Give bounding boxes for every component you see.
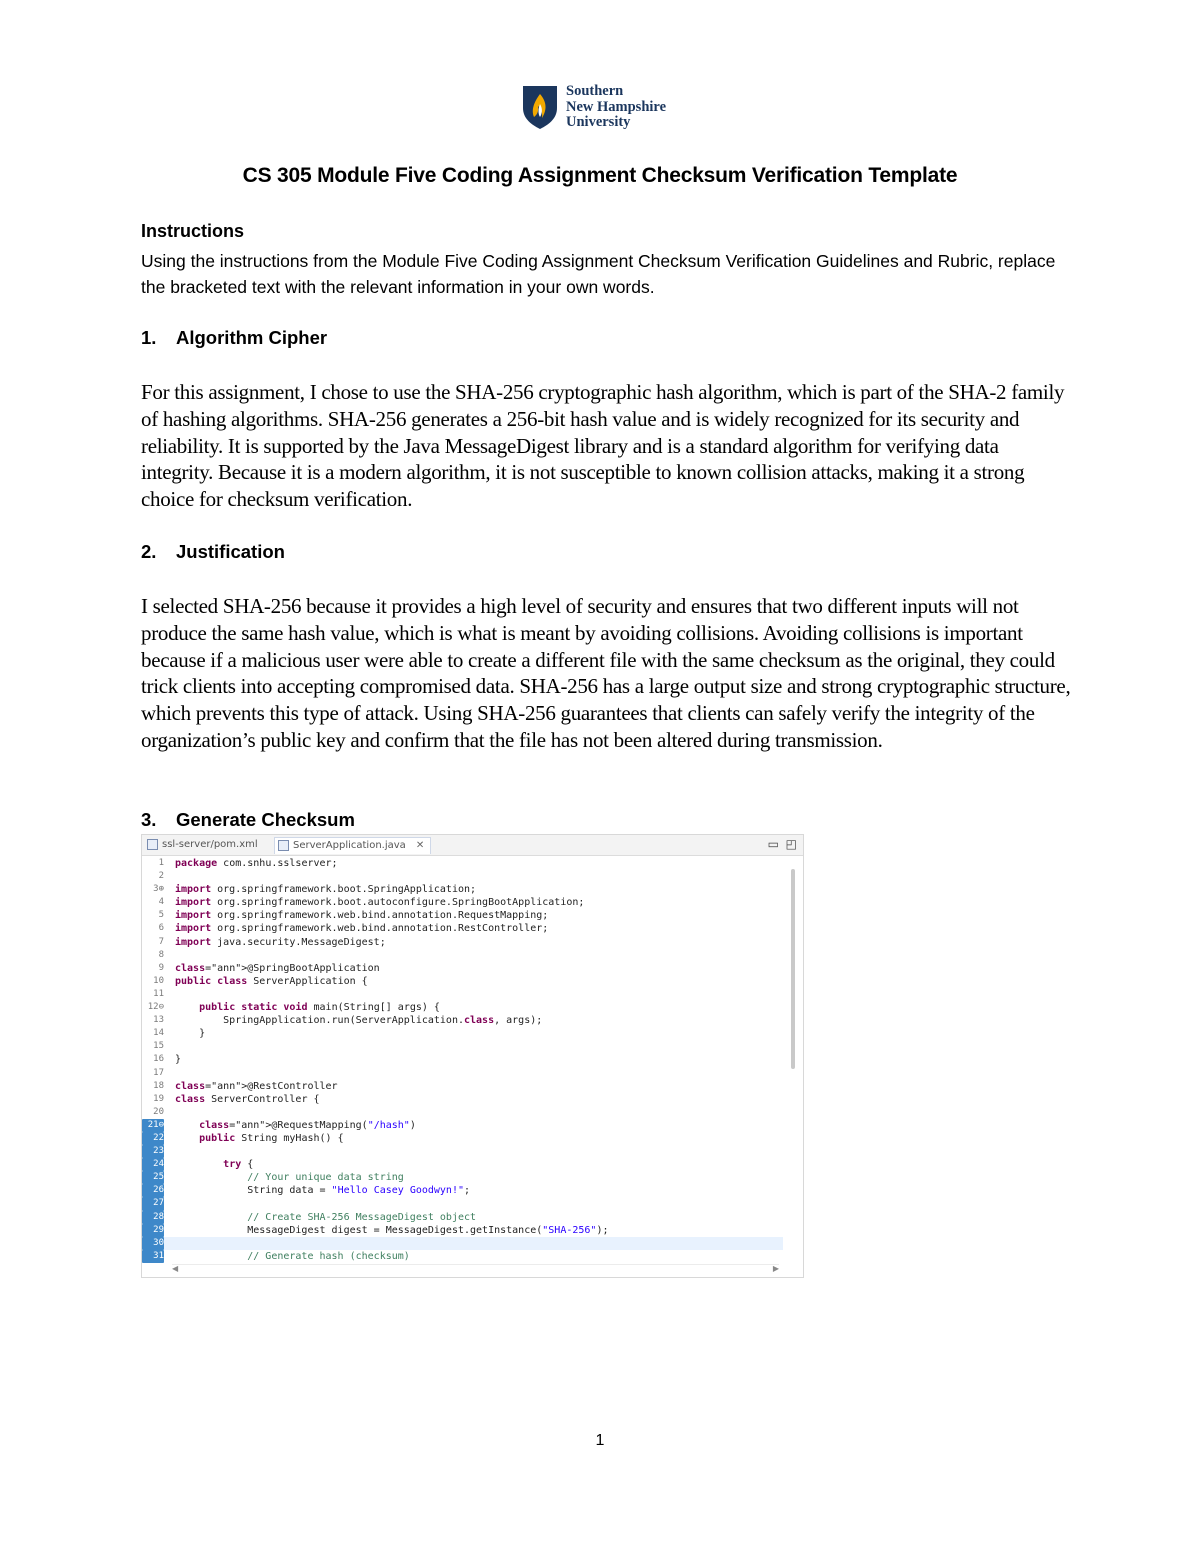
instructions-text: Using the instructions from the Module Five Coding Assignment Checksum Verification Guidelines and Rubric, replace the bracketed text with the relevant information in your own words. — [141, 251, 1056, 297]
code-text: // Your unique data string — [247, 1172, 404, 1184]
section-title: Justification — [176, 541, 285, 562]
logo-line-2: New Hampshire — [566, 98, 667, 115]
section-title: Generate Checksum — [176, 809, 355, 830]
line-number: 13 — [153, 1015, 164, 1026]
code-line[interactable] — [142, 975, 783, 988]
horizontal-scrollbar[interactable] — [172, 1264, 779, 1273]
code-line[interactable] — [142, 857, 783, 870]
maximize-icon[interactable]: ◰ — [785, 837, 797, 851]
code-editor-screenshot — [141, 834, 804, 1278]
line-number: 8 — [158, 949, 164, 960]
line-number: 16 — [153, 1054, 164, 1065]
code-line[interactable] — [142, 1001, 783, 1014]
code-text: class="ann">@RequestMapping("/hash") — [199, 1119, 416, 1131]
vertical-scrollbar[interactable] — [791, 869, 795, 1069]
scroll-left-icon[interactable]: ◀ — [172, 1264, 179, 1273]
section-number: 1. — [141, 327, 157, 348]
line-number: 3⊕ — [153, 884, 164, 895]
code-line[interactable] — [142, 1237, 783, 1250]
line-number: 15 — [153, 1041, 164, 1052]
line-number: 11 — [153, 988, 164, 999]
xml-file-icon — [147, 839, 158, 850]
code-text: } — [175, 1054, 182, 1066]
line-number: 6 — [158, 923, 164, 934]
code-line[interactable] — [142, 1014, 783, 1027]
code-line[interactable] — [142, 922, 783, 935]
logo-wordmark — [566, 84, 666, 131]
code-line[interactable] — [142, 909, 783, 922]
tab-server-application[interactable] — [274, 837, 431, 854]
line-number: 20 — [153, 1106, 164, 1117]
code-text: SpringApplication.run(ServerApplication.class, args); — [175, 1015, 543, 1027]
code-line[interactable] — [142, 1080, 783, 1093]
line-number: 18 — [153, 1080, 164, 1091]
document-title: CS 305 Module Five Coding Assignment Checksum Verification Template — [242, 164, 958, 187]
section-1-body: For this assignment, I chose to use the SHA-256 cryptographic hash algorithm, which is part of the SHA-2 family of hashing algorithms. SHA-256 generates a 256-bit hash value and is widely recognized for its security and reliability. It is supported by the Java MessageDigest library and is a standard algorithm for verifying data integrity. Because it is a modern algorithm, it is not susceptible to known collision attacks, making it a strong choice for checksum verification. — [141, 380, 1065, 512]
code-line[interactable] — [142, 1224, 783, 1237]
line-number: 30 — [142, 1237, 164, 1250]
code-line[interactable] — [142, 1093, 783, 1106]
code-text: class="ann">@RestController — [175, 1080, 338, 1092]
code-text: // Create SHA-256 MessageDigest object — [247, 1211, 477, 1223]
line-number: 2 — [158, 871, 164, 882]
logo-line-1: Southern — [566, 83, 624, 99]
section-title: Algorithm Cipher — [176, 327, 328, 348]
line-number: 9 — [158, 962, 164, 973]
line-number: 21⊖ — [142, 1119, 164, 1132]
code-line[interactable] — [142, 1119, 783, 1132]
line-number: 4 — [158, 897, 164, 908]
code-text: } — [175, 1028, 206, 1040]
tab-pom-xml[interactable] — [144, 837, 258, 853]
section-3-heading — [141, 809, 355, 831]
code-line[interactable] — [142, 1171, 783, 1184]
code-line[interactable] — [142, 1184, 783, 1197]
code-line[interactable] — [142, 1027, 783, 1040]
code-line[interactable] — [142, 988, 783, 1001]
flame-shield-icon — [520, 84, 560, 130]
line-number: 1 — [158, 858, 164, 868]
line-number: 7 — [158, 936, 164, 947]
code-line[interactable] — [142, 1040, 783, 1053]
code-text: try { — [223, 1159, 254, 1171]
instructions-heading: Instructions — [141, 221, 245, 241]
line-number: 27 — [142, 1197, 164, 1210]
code-line[interactable] — [142, 1158, 783, 1171]
university-logo — [520, 84, 666, 132]
code-text: import java.security.MessageDigest; — [175, 936, 386, 948]
code-text: // Generate hash (checksum) — [247, 1250, 410, 1262]
code-text: import org.springframework.web.bind.annotation.RestController; — [175, 923, 549, 935]
code-line[interactable] — [142, 1250, 783, 1263]
editor-tab-bar — [142, 835, 803, 856]
code-line[interactable] — [142, 1067, 783, 1080]
code-line[interactable] — [142, 870, 783, 883]
code-line[interactable] — [142, 1145, 783, 1158]
minimize-icon[interactable]: ▭ — [767, 837, 779, 851]
line-number: 14 — [153, 1028, 164, 1039]
code-line[interactable] — [142, 936, 783, 949]
line-number: 28 — [142, 1211, 164, 1224]
code-text: String data = "Hello Casey Goodwyn!"; — [175, 1185, 471, 1197]
line-number: 23 — [142, 1145, 164, 1158]
line-number: 29 — [142, 1224, 164, 1237]
line-number: 26 — [142, 1184, 164, 1197]
line-number: 19 — [153, 1093, 164, 1104]
code-line[interactable] — [142, 896, 783, 909]
code-area[interactable] — [142, 857, 783, 1263]
section-number: 2. — [141, 541, 157, 562]
code-line[interactable] — [142, 883, 783, 896]
code-text: class="ann">@SpringBootApplication — [175, 962, 380, 974]
close-icon[interactable]: ✕ — [415, 840, 425, 851]
java-file-icon — [278, 840, 289, 851]
tab-label: ssl-server/pom.xml — [162, 839, 258, 850]
line-number: 17 — [153, 1067, 164, 1078]
scroll-right-icon[interactable]: ▶ — [772, 1264, 779, 1273]
code-text: MessageDigest digest = MessageDigest.getInstance("SHA-256"); — [175, 1224, 609, 1236]
page-number: 1 — [595, 1432, 605, 1449]
line-number: 10 — [153, 975, 164, 986]
section-1-heading — [141, 327, 327, 349]
code-line[interactable] — [142, 1211, 783, 1224]
line-number: 31 — [142, 1250, 164, 1263]
code-line[interactable] — [142, 949, 783, 962]
code-line[interactable] — [142, 962, 783, 975]
code-text: public class ServerApplication { — [175, 975, 368, 987]
section-number: 3. — [141, 809, 157, 830]
code-line[interactable] — [142, 1132, 783, 1145]
line-number: 24 — [142, 1158, 164, 1171]
line-number: 22 — [142, 1132, 164, 1145]
code-text: class ServerController { — [175, 1093, 320, 1105]
tab-label: ServerApplication.java — [293, 840, 406, 851]
code-line[interactable] — [142, 1053, 783, 1066]
code-text: public String myHash() { — [199, 1132, 344, 1144]
code-text: package com.snhu.sslserver; — [175, 858, 338, 869]
section-2-heading — [141, 541, 285, 563]
code-text: public static void main(String[] args) { — [199, 1002, 440, 1014]
line-number: 5 — [158, 910, 164, 921]
section-2-body: I selected SHA-256 because it provides a high level of security and ensures that two different inputs will not produce the same hash value, which is what is meant by avoiding collisions. Avoiding collisions is important because if a malicious user were able to create a different file with the same checksum as the original, they could trick clients into accepting compromised data. SHA-256 has a large output size and strong cryptographic structure, which prevents this type of attack. Using SHA-256 guarantees that clients can safely verify the integrity of the organization’s public key and confirm that the file has not been altered during transmission. — [141, 594, 1071, 752]
logo-line-3: University — [566, 114, 631, 130]
code-text: import org.springframework.boot.autoconfigure.SpringBootApplication; — [175, 897, 585, 909]
code-line[interactable] — [142, 1106, 783, 1119]
line-number: 12⊖ — [147, 1002, 164, 1013]
line-number: 25 — [142, 1171, 164, 1184]
code-line[interactable] — [142, 1197, 783, 1210]
code-text: import org.springframework.web.bind.annotation.RequestMapping; — [175, 910, 549, 922]
code-text: import org.springframework.boot.SpringApplication; — [175, 884, 477, 896]
